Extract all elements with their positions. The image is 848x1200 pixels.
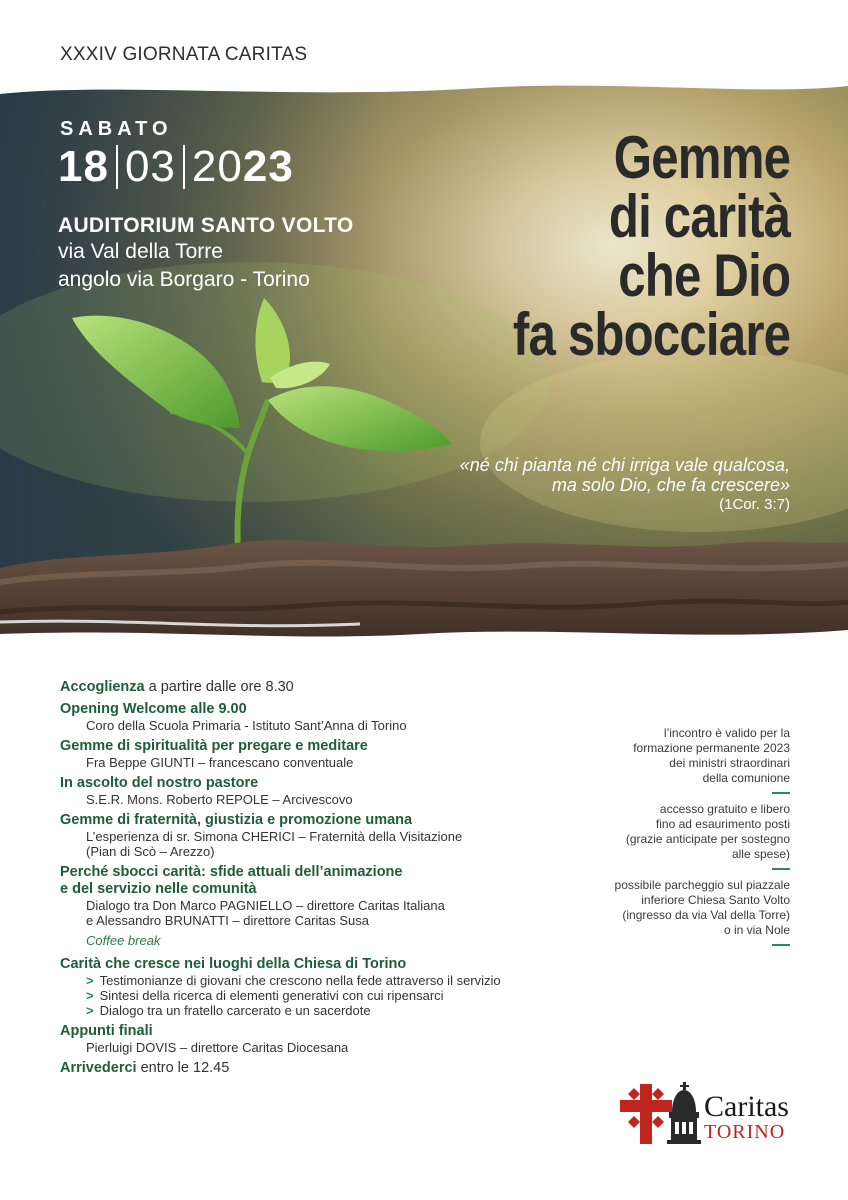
program-item: [60, 812, 620, 859]
program-item-detail: Dialogo tra Don Marco PAGNIELLO – direttore Caritas Italiana: [86, 898, 445, 913]
program-item-title: Gemme di spiritualità per pregare e meditare: [60, 738, 368, 754]
bible-quote: [460, 455, 790, 515]
program-bullet-text: Dialogo tra un fratello carcerato e un sacerdote: [99, 1003, 371, 1018]
side-note-line: (grazie anticipate per sostegno: [625, 832, 790, 846]
quote-line: ma solo Dio, che fa crescere»: [551, 475, 790, 495]
divider: [772, 792, 790, 794]
side-note-line: accesso gratuito e libero: [659, 802, 790, 816]
side-note-line: l’incontro è valido per la: [663, 726, 790, 740]
program-item: [60, 679, 620, 696]
poster-title: [512, 124, 790, 368]
event-month: 03: [124, 142, 176, 191]
event-year-prefix: 20: [191, 142, 243, 191]
event-date: [58, 142, 294, 192]
chevron-right-icon: >: [86, 973, 94, 988]
program-item-title: Accoglienza: [60, 679, 145, 695]
caritas-cross-icon: [620, 1084, 672, 1144]
title-line: fa sbocciare: [512, 301, 790, 368]
chevron-right-icon: >: [86, 988, 94, 1003]
date-separator: [116, 145, 118, 189]
program-item: [60, 775, 620, 807]
program-item-detail: Pierluigi DOVIS – direttore Caritas Diocesana: [86, 1040, 349, 1055]
event-day: 18: [58, 142, 109, 191]
program-list: [60, 679, 620, 1082]
venue-name: AUDITORIUM SANTO VOLTO: [58, 214, 354, 237]
coffee-break: Coffee break: [86, 933, 161, 948]
program-item-title: Gemme di fraternità, giustizia e promozione umana: [60, 812, 413, 828]
header-line: XXXIV GIORNATA CARITAS: [60, 44, 308, 65]
caritas-wordmark: [704, 1092, 789, 1142]
program-item-title: Perché sbocci carità: sfide attuali dell’animazione: [60, 864, 403, 880]
quote-line: «né chi pianta né chi irriga vale qualcosa,: [459, 455, 790, 475]
program-item-title: e del servizio nelle comunità: [60, 881, 257, 897]
side-note: [580, 726, 790, 786]
program-item-title: Carità che cresce nei luoghi della Chiesa di Torino: [60, 956, 407, 972]
program-item: [60, 701, 620, 733]
program-item-title: Opening Welcome alle 9.00: [60, 701, 247, 717]
program-item: [60, 956, 620, 1018]
title-line: Gemme: [613, 124, 790, 191]
program-item-title: Appunti finali: [60, 1023, 153, 1039]
program-item-time: a partire dalle ore 8.30: [144, 679, 294, 695]
side-note-line: o in via Nole: [723, 923, 790, 937]
side-note-line: alle spese): [731, 847, 790, 861]
program-bullet: [60, 1003, 620, 1018]
program-bullet-text: Testimonianze di giovani che crescono nella fede attraverso il servizio: [99, 973, 501, 988]
program-bullet-text: Sintesi della ricerca di elementi generativi con cui ripensarci: [99, 988, 444, 1003]
venue-address-line2: angolo via Borgaro - Torino: [58, 268, 310, 291]
program-item: [60, 864, 620, 928]
side-note-line: inferiore Chiesa Santo Volto: [641, 893, 790, 907]
quote-reference: (1Cor. 3:7): [719, 496, 790, 513]
side-note: [580, 878, 790, 938]
title-line: che Dio: [618, 242, 790, 309]
program-item: [60, 738, 620, 770]
program-item-detail: (Pian di Scò – Arezzo): [86, 844, 215, 859]
event-weekday: SABATO: [60, 118, 173, 140]
logo-city: TORINO: [704, 1121, 786, 1143]
event-venue: [58, 214, 354, 294]
date-separator: [183, 145, 185, 189]
program-item-detail: Coro della Scuola Primaria - Istituto Sant’Anna di Torino: [86, 718, 407, 733]
program-item-detail: L’esperienza di sr. Simona CHERICI – Fraternità della Visitazione: [86, 829, 463, 844]
divider: [772, 868, 790, 870]
program-item-detail: S.E.R. Mons. Roberto REPOLE – Arcivescovo: [86, 792, 353, 807]
side-note-line: fino ad esaurimento posti: [655, 817, 790, 831]
logo-name: Caritas: [704, 1090, 789, 1123]
chevron-right-icon: >: [86, 1003, 94, 1018]
program-item: [60, 1060, 620, 1077]
venue-address-line1: via Val della Torre: [58, 240, 223, 263]
program-item: [60, 1023, 620, 1055]
side-note: [580, 802, 790, 862]
divider: [772, 944, 790, 946]
church-dome-icon: [667, 1082, 701, 1144]
program-bullet: [60, 988, 620, 1003]
side-note-line: (ingresso da via Val della Torre): [622, 908, 790, 922]
program-item-detail: e Alessandro BRUNATTI – direttore Caritas Susa: [86, 913, 369, 928]
title-line: di carità: [608, 183, 790, 250]
program-item-title: Arrivederci: [60, 1060, 137, 1076]
side-note-line: dei ministri straordinari: [669, 756, 790, 770]
side-notes: [580, 726, 790, 954]
program-item-title: In ascolto del nostro pastore: [60, 775, 259, 791]
event-year-suffix: 23: [242, 142, 294, 191]
program-bullet: [60, 973, 620, 988]
side-note-line: formazione permanente 2023: [633, 741, 790, 755]
side-note-line: possibile parcheggio sul piazzale: [614, 878, 790, 892]
program-item-detail: Fra Beppe GIUNTI – francescano conventuale: [86, 755, 354, 770]
program-item-time: entro le 12.45: [136, 1060, 230, 1076]
side-note-line: della comunione: [702, 771, 790, 785]
